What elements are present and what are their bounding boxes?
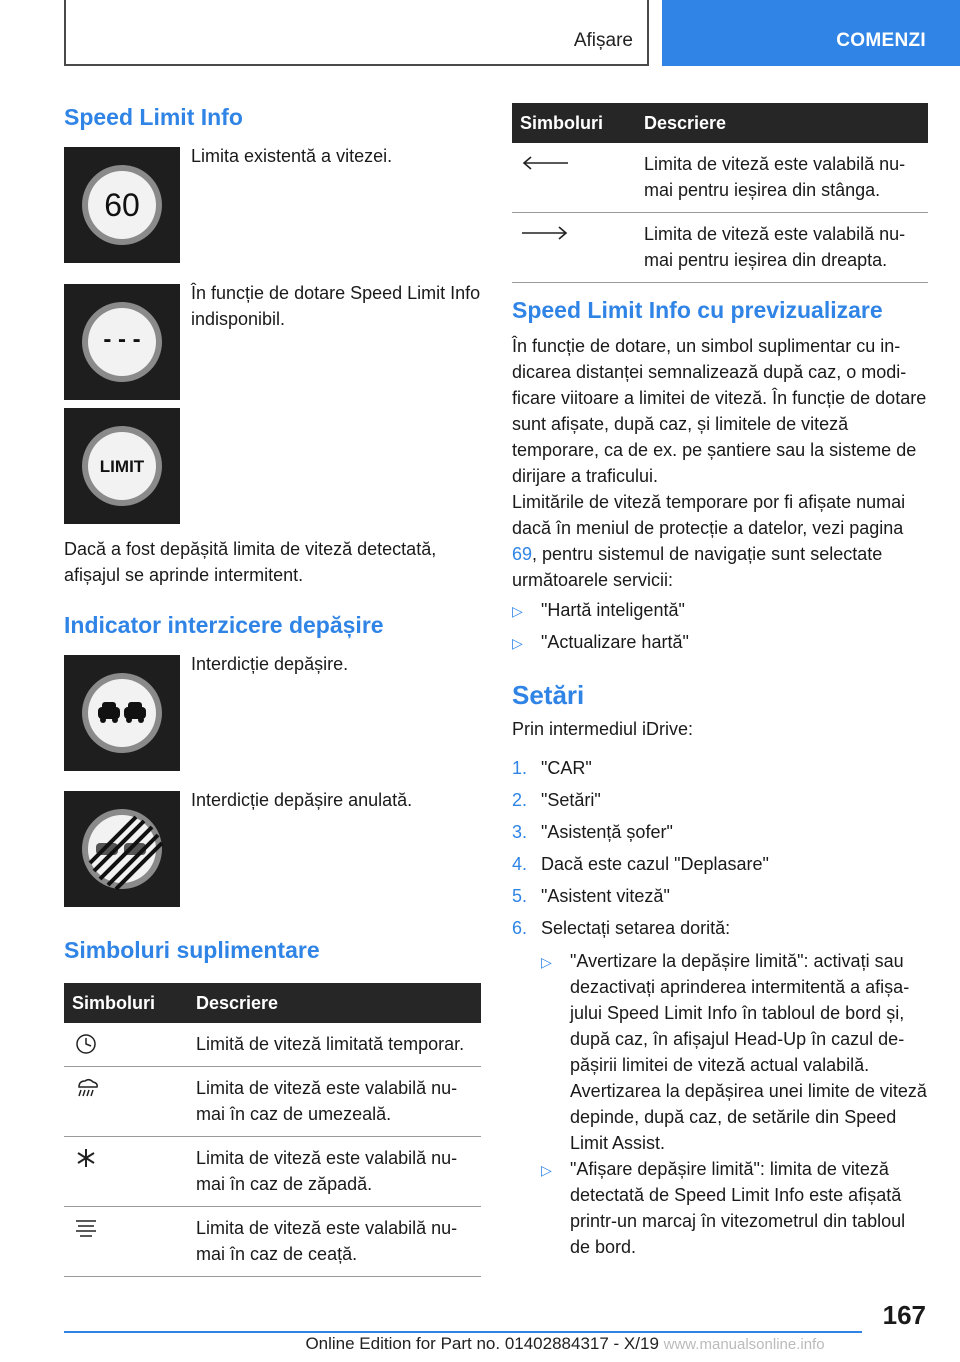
preview-title: Speed Limit Info cu previzualizare (512, 297, 883, 323)
arrow-right-icon (520, 223, 570, 243)
speed-limit-60-sign-icon (64, 147, 180, 263)
col-header-description: Descriere (188, 983, 481, 1023)
symbol-cell (512, 143, 636, 213)
col-header-symbols: Simboluri (512, 103, 636, 143)
table-row (64, 1137, 481, 1207)
col-header-symbols: Simboluri (64, 983, 188, 1023)
sign-limit-text: LIMIT (99, 457, 145, 476)
chapter-label: COMENZI (836, 30, 926, 51)
edition-text: Online Edition for Part no. 01402884317 - X/19 (305, 1334, 659, 1353)
sign-description: Limita existentă a vitezei. (191, 146, 393, 166)
bullet-triangle-icon: ▷ (541, 954, 552, 970)
symbol-cell (64, 1067, 188, 1137)
step-number: 4. (512, 854, 528, 874)
step-number: 5. (512, 886, 528, 906)
temporary-limits-text-start: Limitările de viteză temporare por fi afișate numai dacă în meniul de protecție a datelor, vezi pagina (512, 492, 906, 538)
sign-dashes-text: - - - (103, 326, 141, 353)
extra-symbols-title: Simboluri suplimentare (64, 937, 320, 963)
step-text: "Asistent viteză" (541, 886, 670, 906)
snowflake-icon (72, 1147, 100, 1169)
bullet-triangle-icon: ▷ (512, 635, 523, 651)
arrow-left-icon (520, 153, 570, 173)
step-number: 6. (512, 918, 528, 938)
step-number: 2. (512, 790, 528, 810)
footer-divider (64, 1331, 862, 1333)
section-label: Afișare (573, 30, 633, 51)
step-number: 1. (512, 758, 528, 778)
page-link-69[interactable]: 69 (512, 544, 533, 564)
step-number: 3. (512, 822, 528, 842)
bullet-triangle-icon: ▷ (512, 603, 523, 619)
description-cell: Limita de viteză este valabilă numai pentru ieșirea din dreapta. (636, 213, 928, 283)
table-row (512, 213, 928, 283)
description-cell: Limita de viteză este valabilă numai în caz de ceață. (188, 1207, 481, 1277)
fog-icon (72, 1217, 100, 1239)
no-overtaking-end-sign-icon (64, 791, 180, 907)
service-item: "Hartă inteligentă" (541, 600, 685, 620)
sign-60-text: 60 (104, 187, 140, 223)
symbol-cell (512, 213, 636, 283)
col-header-description: Descriere (636, 103, 928, 143)
table-row (512, 143, 928, 213)
settings-intro: Prin intermediul iDrive: (512, 719, 694, 739)
setting-option: "Afișare depășire limită": limita de viteză detectată de Speed Limit Info este afișată printr-un marcaj în vitezometrul din tabloul de bord. (570, 1159, 906, 1257)
table-row (64, 1023, 481, 1067)
footer-edition (0, 1334, 960, 1354)
description-cell: Limita de viteză este valabilă numai în caz de zăpadă. (188, 1137, 481, 1207)
step-text: "Setări" (541, 790, 601, 810)
header-section-box (64, 0, 649, 66)
preview-text: În funcție de dotare, un simbol suplimentar cu indicarea distanței semnalizează după caz, o modificare viitoare a limitei de viteză. În funcție de dotare sunt afișate, după caz, și limitele de viteză temporare, ca de ex. pe șantiere sau la sisteme de dirijare a traficului. (512, 336, 927, 486)
overtaking-title: Indicator interzicere depășire (64, 612, 384, 638)
temporary-limits-text-end: , pentru sistemul de navigație sunt selectate următoarele servicii: (512, 544, 883, 590)
symbol-cell (64, 1207, 188, 1277)
clock-icon (72, 1033, 100, 1055)
service-item: "Actualizare hartă" (541, 632, 689, 652)
page-number: 167 (882, 1300, 926, 1330)
setting-option: "Avertizare la depășire limită": activați sau dezactivați aprinderea intermitentă a afișajului Speed Limit Info în tabloul de bord și, după caz, în afișajul Head-Up în cazul depășirii limitei de viteză actual valabilă. Avertizarea la depășirea unei limite de viteză depinde, după caz, de setările din Speed Limit Assist. (570, 951, 927, 1153)
step-text: Selectați setarea dorită: (541, 918, 731, 938)
header-chapter-tab[interactable] (662, 0, 960, 66)
sign-description: Interdicție depășire anulată. (191, 790, 413, 810)
table-row (64, 1067, 481, 1137)
rain-icon (72, 1077, 100, 1099)
symbol-cell (64, 1137, 188, 1207)
table-row (64, 1207, 481, 1277)
bullet-triangle-icon: ▷ (541, 1162, 552, 1178)
step-text: "CAR" (541, 758, 592, 778)
limit-exceeded-text: Dacă a fost depășită limita de viteză detectată, afișajul se aprinde intermitent. (64, 539, 437, 585)
step-text: Dacă este cazul "Deplasare" (541, 854, 769, 874)
temporary-limits-text (512, 489, 928, 593)
description-cell: Limita de viteză este valabilă numai pentru ieșirea din stânga. (636, 143, 928, 213)
description-cell: Limită de viteză limitată temporar. (188, 1023, 481, 1067)
extra-symbols-table (64, 983, 481, 1277)
sign-description: Interdicție depășire. (191, 654, 349, 674)
settings-title: Setări (512, 680, 585, 710)
limit-sign-icon (64, 408, 180, 524)
speed-limit-info-title: Speed Limit Info (64, 104, 243, 130)
step-text: "Asistență șofer" (541, 822, 673, 842)
sign-description: În funcție de dotare Speed Limit Info indisponibil. (191, 283, 481, 329)
watermark-text: www.manualsonline.info (663, 1336, 825, 1353)
symbol-cell (64, 1023, 188, 1067)
exit-symbols-table (512, 103, 928, 283)
speed-limit-unavailable-sign-icon (64, 284, 180, 400)
description-cell: Limita de viteză este valabilă numai în caz de umezeală. (188, 1067, 481, 1137)
no-overtaking-sign-icon (64, 655, 180, 771)
